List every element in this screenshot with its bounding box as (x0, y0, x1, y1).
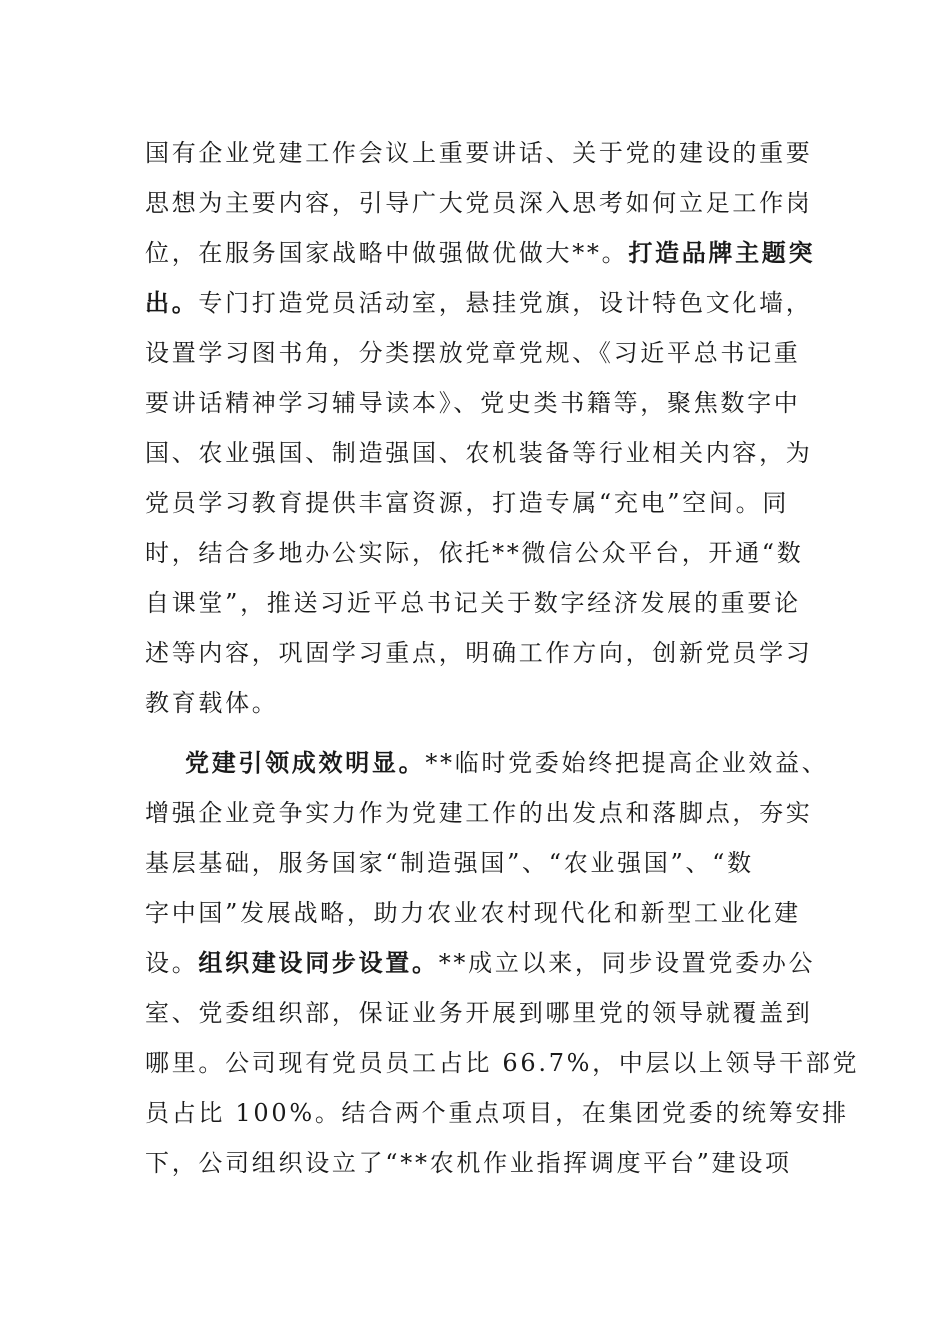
text-run: 国、农业强国、制造强国、农机装备等行业相关内容，为 (145, 439, 813, 467)
text-run: 位，在服务国家战略中做强做优做大**。 (145, 239, 629, 267)
text-run: 字中国”发展战略，助力农业农村现代化和新型工业化建 (145, 899, 801, 927)
text-run: 室、党委组织部，保证业务开展到哪里党的领导就覆盖到 (145, 999, 813, 1027)
text-run: 述等内容，巩固学习重点，明确工作方向，创新党员学习 (145, 639, 813, 667)
text-run: 设。 (145, 949, 199, 977)
text-run: 要讲话精神学习辅导读本》、党史类书籍等，聚焦数字中 (145, 389, 801, 417)
text-run: 设置学习图书角，分类摆放党章党规、《习近平总书记重 (145, 339, 801, 367)
text-run: 自课堂”，推送习近平总书记关于数字经济发展的重要论 (145, 589, 801, 617)
text-line (145, 428, 815, 478)
text-line (145, 528, 815, 578)
text-run: 员占比 100%。结合两个重点项目，在集团党委的统筹安排 (145, 1099, 849, 1127)
paragraph-2 (145, 738, 860, 1188)
text-run: 教育载体。 (145, 689, 279, 717)
text-run: 国有企业党建工作会议上重要讲话、关于党的建设的重要 (145, 139, 813, 167)
text-run: 党员学习教育提供丰富资源，打造专属“充电”空间。同 (145, 489, 790, 517)
paragraph-1 (145, 128, 815, 728)
text-line (145, 178, 815, 228)
text-line (145, 988, 815, 1038)
bold-heading-run: 出。 (145, 288, 199, 317)
text-run: 哪里。公司现有党员员工占比 66.7%，中层以上领导干部党 (145, 1049, 860, 1077)
text-line (145, 478, 815, 528)
text-line (145, 1138, 815, 1188)
text-line (145, 678, 815, 728)
text-line (145, 628, 815, 678)
text-run: 时，结合多地办公实际，依托**微信公众平台，开通“数 (145, 539, 804, 567)
text-line (145, 378, 815, 428)
text-line (145, 938, 815, 988)
text-line (145, 738, 829, 788)
text-run: 专门打造党员活动室，悬挂党旗，设计特色文化墙， (198, 289, 813, 317)
bold-heading-run: 打造品牌主题突 (628, 238, 816, 267)
text-line (145, 1088, 849, 1138)
bold-heading-run: 组织建设同步设置。 (198, 948, 439, 977)
text-run: 思想为主要内容，引导广大党员深入思考如何立足工作岗 (145, 189, 813, 217)
text-line (145, 838, 815, 888)
text-run: 基层基础，服务国家“制造强国”、“农业强国”、“数 (145, 849, 754, 877)
text-run: **成立以来，同步设置党委办公 (438, 949, 816, 977)
text-line (145, 228, 815, 278)
text-run: **临时党委始终把提高企业效益、 (425, 749, 829, 777)
bold-heading-run: 党建引领成效明显。 (185, 748, 426, 777)
text-line (145, 1038, 860, 1088)
text-line (145, 888, 815, 938)
text-run: 增强企业竞争实力作为党建工作的出发点和落脚点，夯实 (145, 799, 813, 827)
text-line (145, 578, 815, 628)
text-run: 下，公司组织设立了“**农机作业指挥调度平台”建设项 (145, 1149, 792, 1177)
text-line (145, 788, 815, 838)
text-line (145, 278, 815, 328)
text-line (145, 328, 815, 378)
text-line (145, 128, 815, 178)
